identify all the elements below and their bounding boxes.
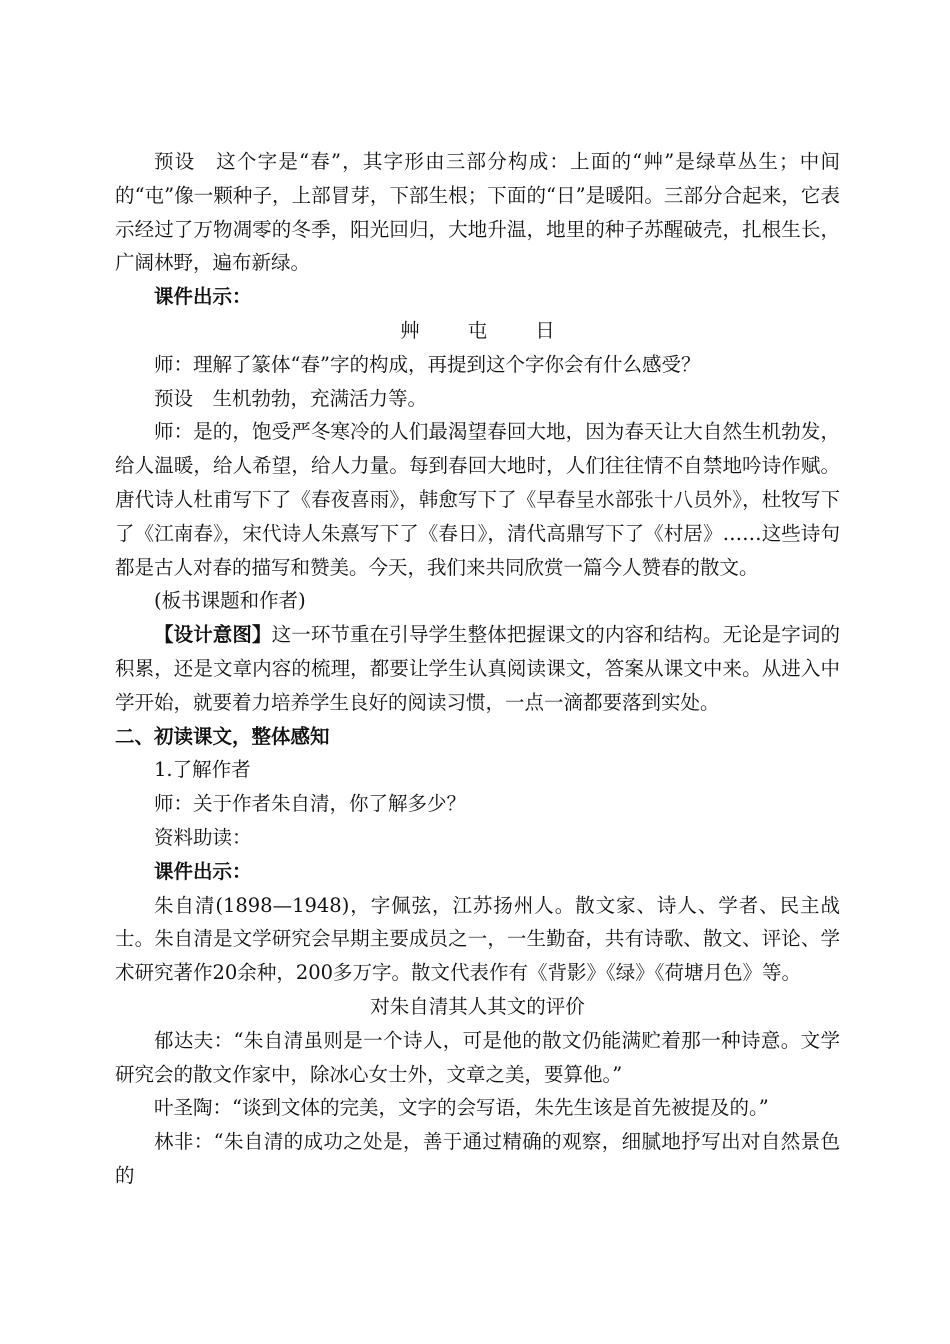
paragraph-board-note: (板书课题和作者) [154,589,306,613]
design-intent-text: 这一环节重在引导学生整体把握课文的内容和结构。无论是字词的积累，还是文章内容的梳理，都要让学生认真阅读课文，答案从课文中来。从进入中学开始，就要着力培养学生良好的阅读习惯，一点一滴都要落到实处。 [115,623,840,714]
courseware-label: 课件出示： [154,285,252,309]
paragraph-teacher-spring: 师：是的，饱受严冬寒冷的人们最渴望春回大地，因为春天让大自然生机勃发，给人温暖，给人希望，给人力量。每到春回大地时，人们往往情不自禁地吟诗作赋。唐代诗人杜甫写下了《春夜喜雨》，韩愈写下了《早春呈水部张十八员外》，杜牧写下了《江南春》，宋代诗人朱熹写下了《春日》，清代高鼎写下了《村居》……这些诗句都是古人对春的描写和赞美。今天，我们来共同欣赏一篇今人赞春的散文。 [115,420,840,579]
char-tun: 屯 [467,318,488,342]
paragraph-author-bio: 朱自清(1898—1948)，字佩弦，江苏扬州人。散文家、诗人、学者、民主战士。朱自清是文学研究会早期主要成员之一，一生勤奋，共有诗歌、散文、评论、学术研究著作20余种，200多万字。散文代表作有《背影》《绿》《荷塘月色》等。 [115,893,840,985]
paragraph-teacher-author: 师：关于作者朱自清，你了解多少？ [154,792,467,816]
list-item-author: 1.了解作者 [154,758,251,782]
paragraph-preset-chun: 预设 这个字是“春”，其字形由三部分构成：上面的“艸”是绿草丛生；中间的“屯”像一颗种子，上部冒芽，下部生根；下面的“日”是暖阳。三部分合起来，它表示经过了万物凋零的冬季，阳光回归，大地升温，地里的种子苏醒破壳，扎根生长，广阔林野，遍布新绿。 [115,150,840,275]
document-page [115,145,840,1193]
char-ri: 日 [535,318,555,342]
evaluation-title: 对朱自清其人其文的评价 [370,994,585,1018]
char-cao: 艸 [400,318,420,342]
character-parts [115,314,840,348]
paragraph-ye-shengtao: 叶圣陶：“谈到文体的完美，文字的会写语，朱先生该是首先被提及的。” [154,1096,769,1120]
paragraph-lin-fei: 林非：“朱自清的成功之处是，善于通过精确的观察，细腻地抒写出对自然景色的 [115,1130,840,1187]
paragraph-yu-dafu: 郁达夫：“朱自清虽则是一个诗人，可是他的散文仍能满贮着那一种诗意。文学研究会的散文作家中，除冰心女士外，文章之美，要算他。” [115,1028,840,1086]
paragraph-design-intent [115,618,840,719]
design-intent-label: 【设计意图】 [154,623,272,647]
paragraph-reading-aid: 资料助读： [154,825,252,849]
courseware-label-2: 课件出示： [154,859,252,883]
paragraph-teacher-question: 师：理解了篆体“春”字的构成，再提到这个字你会有什么感受？ [154,352,701,376]
paragraph-preset-answer: 预设 生机勃勃，充满活力等。 [154,386,428,410]
section-heading: 二、初读课文，整体感知 [115,724,330,748]
